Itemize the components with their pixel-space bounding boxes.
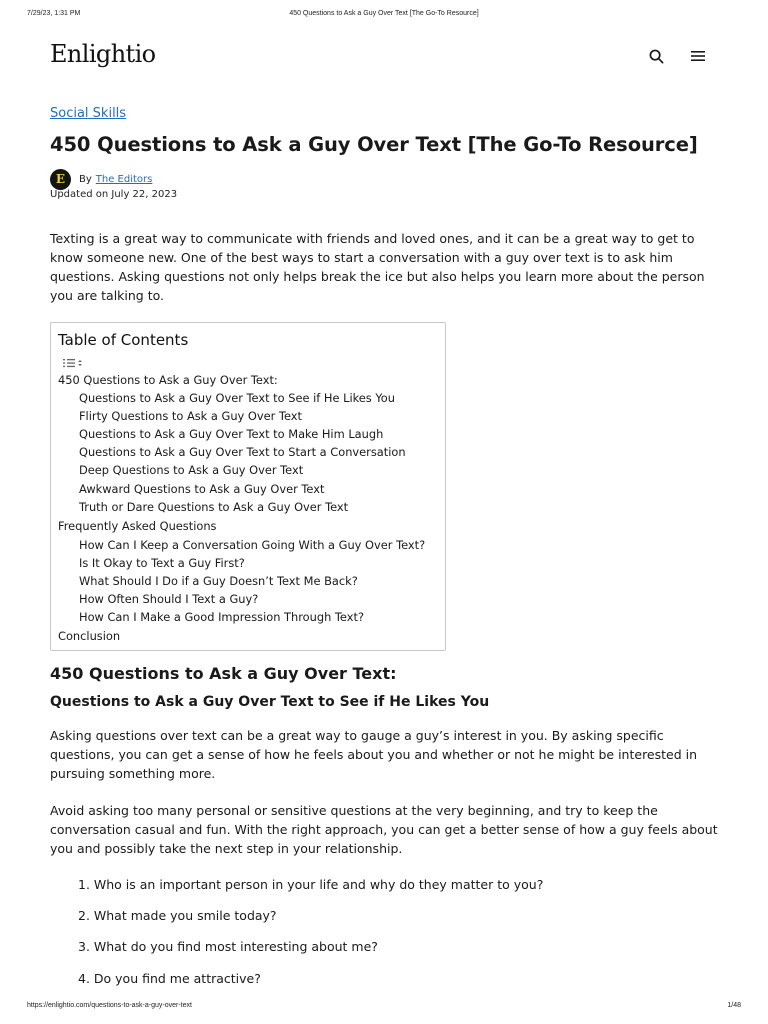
author-link[interactable]: The Editors bbox=[95, 173, 153, 185]
table-of-contents bbox=[50, 322, 446, 651]
section-subheading: Questions to Ask a Guy Over Text to See if He Likes You bbox=[50, 694, 490, 710]
question-item: 4. Do you find me attractive? bbox=[78, 970, 261, 986]
question-item: 2. What made you smile today? bbox=[78, 908, 277, 924]
toc-item[interactable]: Questions to Ask a Guy Over Text to See if He Likes You bbox=[79, 391, 395, 406]
toc-item[interactable]: Questions to Ask a Guy Over Text to Make Him Laugh bbox=[79, 427, 384, 442]
question-list bbox=[78, 875, 718, 1000]
section-heading: 450 Questions to Ask a Guy Over Text: bbox=[50, 664, 397, 683]
search-icon bbox=[649, 49, 664, 64]
by-label: By bbox=[79, 173, 92, 185]
toc-item[interactable]: Conclusion bbox=[58, 629, 121, 644]
hamburger-menu-icon bbox=[691, 50, 705, 62]
toc-item[interactable]: How Often Should I Text a Guy? bbox=[79, 592, 259, 607]
site-logo[interactable]: Enlightio bbox=[50, 40, 156, 68]
byline bbox=[50, 169, 152, 189]
toc-item[interactable]: 450 Questions to Ask a Guy Over Text: bbox=[58, 373, 278, 387]
updated-date: Updated on July 22, 2023 bbox=[50, 189, 178, 200]
toc-title: Table of Contents bbox=[58, 331, 189, 349]
menu-button[interactable] bbox=[688, 46, 708, 66]
intro-paragraph: Texting is a great way to communicate with friends and loved ones, and it can be a great way to get to know someone new. One of the best ways to start a conversation with a guy over text is to ask him questions. Asking questions not only helps break the ice but also helps you learn more about the person you are talking to. bbox=[50, 231, 705, 303]
toc-item[interactable]: How Can I Keep a Conversation Going With a Guy Over Text? bbox=[79, 537, 426, 552]
toc-item[interactable]: Questions to Ask a Guy Over Text to Start a Conversation bbox=[79, 445, 406, 460]
toc-item[interactable]: Frequently Asked Questions bbox=[58, 518, 217, 533]
print-url: https://enlightio.com/questions-to-ask-a-guy-over-text bbox=[27, 1002, 192, 1009]
site-header bbox=[50, 40, 718, 72]
toc-item[interactable]: Truth or Dare Questions to Ask a Guy Over Text bbox=[79, 499, 349, 514]
toc-item[interactable]: How Can I Make a Good Impression Through Text? bbox=[79, 610, 364, 625]
list-toggle-icon bbox=[62, 357, 84, 369]
print-datetime: 7/29/23, 1:31 PM bbox=[27, 10, 81, 17]
print-doc-title: 450 Questions to Ask a Guy Over Text [The Go-To Resource] bbox=[289, 10, 479, 17]
print-page-number: 1/48 bbox=[727, 1002, 741, 1009]
toc-item[interactable]: What Should I Do if a Guy Doesn’t Text Me Back? bbox=[79, 573, 358, 588]
toc-item[interactable]: Deep Questions to Ask a Guy Over Text bbox=[79, 463, 304, 478]
article-title: 450 Questions to Ask a Guy Over Text [The Go-To Resource] bbox=[50, 133, 698, 156]
toc-item[interactable]: Awkward Questions to Ask a Guy Over Text bbox=[79, 481, 325, 496]
section-paragraph-2: Avoid asking too many personal or sensitive questions at the very beginning, and try to keep the conversation casual and fun. With the right approach, you can get a better sense of how a guy feels about you and possibly take the next step in your relationship. bbox=[50, 803, 718, 856]
toc-list bbox=[58, 371, 443, 646]
question-item: 3. What do you find most interesting about me? bbox=[78, 939, 378, 955]
toc-toggle-button[interactable] bbox=[62, 354, 84, 366]
toc-item[interactable]: Flirty Questions to Ask a Guy Over Text bbox=[79, 409, 302, 424]
search-button[interactable] bbox=[646, 46, 666, 66]
author-avatar: E bbox=[50, 169, 71, 190]
toc-item[interactable]: Is It Okay to Text a Guy First? bbox=[79, 555, 245, 570]
category-link[interactable]: Social Skills bbox=[50, 106, 127, 121]
print-header bbox=[0, 10, 768, 22]
question-item: 1. Who is an important person in your life and why do they matter to you? bbox=[78, 877, 544, 892]
print-footer bbox=[0, 1002, 768, 1014]
section-paragraph-1: Asking questions over text can be a great way to gauge a guy’s interest in you. By asking specific questions, you can get a sense of how he feels about you and whether or not he might be interested in pursuing something more. bbox=[50, 728, 698, 781]
